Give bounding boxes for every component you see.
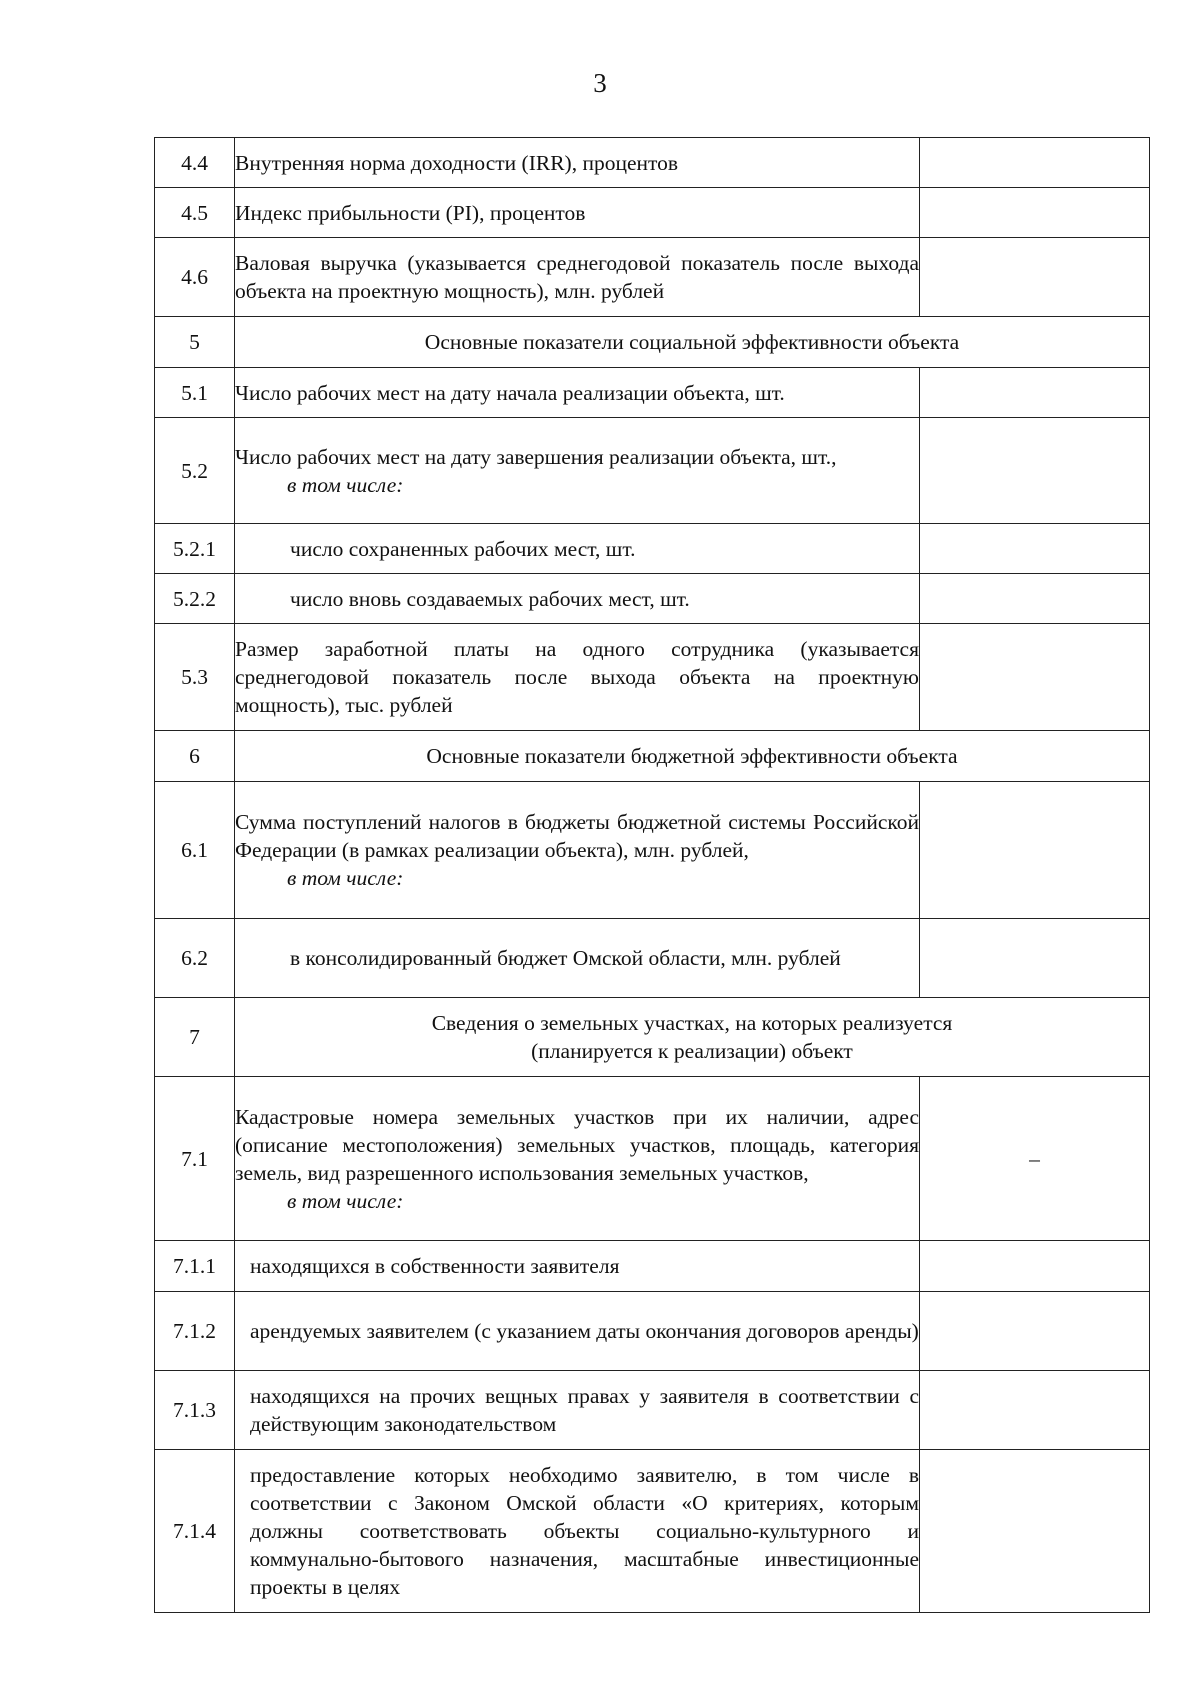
section-row [155,998,1150,1077]
table-row [155,1077,1150,1241]
table-row [155,138,1150,188]
section-number: 7 [155,998,235,1077]
row-description-cell [235,1077,920,1241]
row-value [920,624,1150,731]
table-row [155,1450,1150,1613]
section-row [155,731,1150,782]
row-value [920,782,1150,919]
row-description: Внутренняя норма доходности (IRR), процентов [235,138,920,188]
page-number: 3 [593,68,607,98]
row-description: число сохраненных рабочих мест, шт. [235,524,920,574]
row-number: 7.1.2 [155,1292,235,1371]
table-row [155,1241,1150,1292]
row-number: 5.2.2 [155,574,235,624]
row-number: 5.2.1 [155,524,235,574]
row-subheading: в том числе: [287,472,404,497]
row-number: 7.1.3 [155,1371,235,1450]
row-number: 5.2 [155,418,235,524]
row-subheading: в том числе: [287,866,404,890]
row-number: 5.1 [155,368,235,418]
row-value [920,138,1150,188]
table-row [155,919,1150,998]
table-row [155,624,1150,731]
row-number: 5.3 [155,624,235,731]
row-number: 4.5 [155,188,235,238]
section-title: Основные показатели бюджетной эффективности объекта [235,731,1150,782]
row-number: 7.1.4 [155,1450,235,1613]
row-number: 4.6 [155,238,235,317]
row-value [920,919,1150,998]
row-value [920,418,1150,524]
row-description: находящихся на прочих вещных правах у заявителя в соответствии с действующим законодательством [235,1371,920,1450]
section-row [155,317,1150,368]
row-value [920,574,1150,624]
indicators-table [154,137,1150,1613]
table-row [155,418,1150,524]
table-row [155,238,1150,317]
section-title: Основные показатели социальной эффективности объекта [235,317,1150,368]
table-row [155,524,1150,574]
row-description: Валовая выручка (указывается среднегодовой показатель после выхода объекта на проектную мощность), млн. рублей [235,238,920,317]
row-description: Кадастровые номера земельных участков при их наличии, адрес (описание местоположения) земельных участков, площадь, категория земель, вид разрешенного использования земельных участков, [235,1104,919,1185]
row-value [920,1241,1150,1292]
table-row [155,1371,1150,1450]
row-description: находящихся в собственности заявителя [235,1241,920,1292]
table-row [155,782,1150,919]
row-description: предоставление которых необходимо заявителю, в том числе в соответствии с Законом Омской области «О критериях, которым должны соответствовать объекты социально-культурного и коммунально-бытового назначения, масштабные инвестиционные проекты в целях [235,1450,920,1613]
row-description: в консолидированный бюджет Омской области, млн. рублей [235,919,920,998]
row-value [920,1292,1150,1371]
row-value [920,188,1150,238]
row-number: 4.4 [155,138,235,188]
row-description-cell [235,782,920,919]
table-row [155,188,1150,238]
section-title-line: Сведения о земельных участках, на которых реализуется [431,1011,953,1035]
section-title-line: (планируется к реализации) объект [531,1039,853,1063]
section-number: 6 [155,731,235,782]
row-number: 6.2 [155,919,235,998]
row-value [920,1450,1150,1613]
row-value [920,238,1150,317]
section-number: 5 [155,317,235,368]
table-row [155,368,1150,418]
row-subheading: в том числе: [287,1188,404,1213]
row-number: 7.1.1 [155,1241,235,1292]
row-description: Сумма поступлений налогов в бюджеты бюджетной системы Российской Федерации (в рамках реализации объекта), млн. рублей, [235,810,919,862]
row-description: арендуемых заявителем (с указанием даты окончания договоров аренды) [235,1292,920,1371]
row-description: Число рабочих мест на дату начала реализации объекта, шт. [235,368,920,418]
row-value [920,368,1150,418]
row-description: число вновь создаваемых рабочих мест, шт. [235,574,920,624]
row-number: 6.1 [155,782,235,919]
row-value [920,524,1150,574]
row-value: – [920,1077,1150,1241]
row-description: Индекс прибыльности (PI), процентов [235,188,920,238]
table-row [155,574,1150,624]
row-number: 7.1 [155,1077,235,1241]
row-description-cell [235,418,920,524]
row-description: Размер заработной платы на одного сотрудника (указывается среднегодовой показатель после выхода объекта на проектную мощность), тыс. рублей [235,624,920,731]
section-title-cell [235,998,1150,1077]
row-value [920,1371,1150,1450]
row-description: Число рабочих мест на дату завершения реализации объекта, шт., [235,444,837,469]
table-row [155,1292,1150,1371]
